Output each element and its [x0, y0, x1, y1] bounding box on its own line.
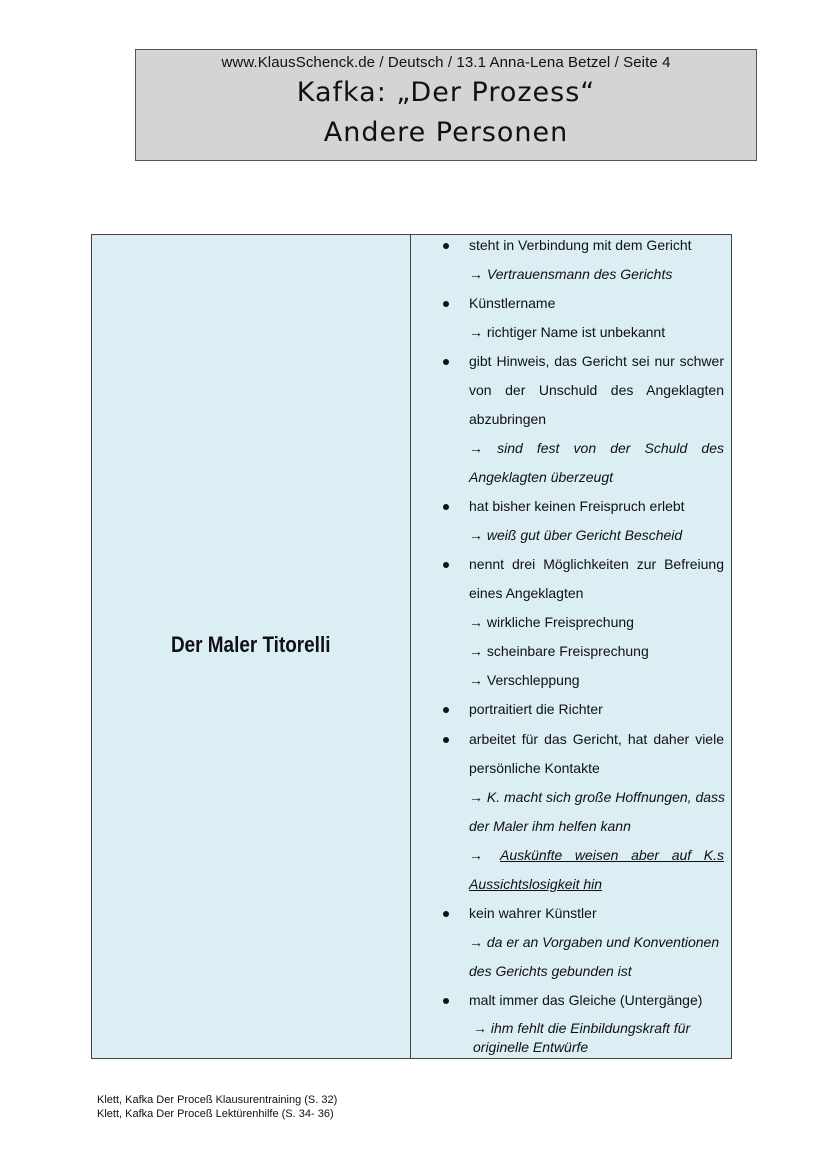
bullet-text: gibt Hinweis, das Gericht sei nur schwer	[469, 353, 724, 369]
bullet-dot	[443, 737, 449, 743]
character-name: Der Maler Titorelli	[171, 631, 331, 657]
bullet-dot	[443, 911, 449, 917]
arrow-glyph: →	[469, 847, 483, 863]
arrow-text: → richtiger Name ist unbekannt	[469, 324, 666, 340]
bullet-text: Künstlername	[469, 295, 556, 311]
arrow-text: → Verschleppung	[469, 672, 580, 688]
page-subtitle: Andere Personen	[323, 117, 569, 148]
arrow-text: Auskünfte weisen aber auf K.s	[500, 847, 724, 863]
bullet-dot	[443, 998, 449, 1004]
arrow-text: → weiß gut über Gericht Bescheid	[469, 527, 683, 543]
arrow-text: → da er an Vorgaben und Konventionen	[469, 934, 720, 950]
page-title: Kafka: „Der Prozess“	[296, 77, 596, 108]
arrow-text: → scheinbare Freisprechung	[469, 643, 649, 659]
header-box	[135, 49, 757, 161]
bullet-text: nennt drei Möglichkeiten zur Befreiung	[469, 556, 724, 572]
arrow-text: des Gerichts gebunden ist	[469, 963, 632, 979]
bullet-dot	[443, 359, 449, 365]
bullet-dot	[443, 562, 449, 568]
character-table	[91, 234, 732, 1059]
bullet-text: eines Angeklagten	[469, 585, 584, 601]
bullet-dot	[443, 707, 449, 713]
arrow-text: → Vertrauensmann des Gerichts	[469, 266, 673, 282]
arrow-text: → sind fest von der Schuld des	[469, 440, 724, 456]
footer-source-1: Klett, Kafka Der Proceß Klausurentraining (S. 32)	[97, 1094, 338, 1106]
bullet-text: hat bisher keinen Freispruch erlebt	[469, 498, 685, 514]
bullet-text: persönliche Kontakte	[469, 760, 600, 776]
bullet-text: kein wahrer Künstler	[469, 905, 597, 921]
arrow-text: Angeklagten überzeugt	[469, 469, 613, 485]
bullet-text: malt immer das Gleiche (Untergänge)	[469, 992, 703, 1008]
header-url: www.KlausSchenck.de / Deutsch / 13.1 Anna-Lena Betzel / Seite 4	[221, 54, 671, 71]
bullet-dot	[443, 243, 449, 249]
arrow-text: → ihm fehlt die Einbildungskraft für	[473, 1020, 691, 1036]
arrow-text: der Maler ihm helfen kann	[469, 818, 631, 834]
bullet-text: arbeitet für das Gericht, hat daher viele	[469, 731, 724, 747]
bullet-dot	[443, 301, 449, 307]
bullet-dot	[443, 504, 449, 510]
arrow-text: originelle Entwürfe	[473, 1039, 589, 1055]
arrow-text: → wirkliche Freisprechung	[469, 614, 634, 630]
character-name-cell	[92, 235, 411, 1058]
bullet-text: von der Unschuld des Angeklagten	[469, 382, 724, 398]
footer-source-2: Klett, Kafka Der Proceß Lektürenhilfe (S. 34- 36)	[97, 1108, 334, 1120]
traits-cell	[412, 235, 731, 1058]
arrow-text: → K. macht sich große Hoffnungen, dass	[469, 789, 726, 805]
bullet-text: steht in Verbindung mit dem Gericht	[469, 237, 692, 253]
arrow-text: Aussichtslosigkeit hin	[469, 876, 603, 892]
bullet-text: portraitiert die Richter	[469, 701, 603, 717]
bullet-text: abzubringen	[469, 411, 547, 427]
